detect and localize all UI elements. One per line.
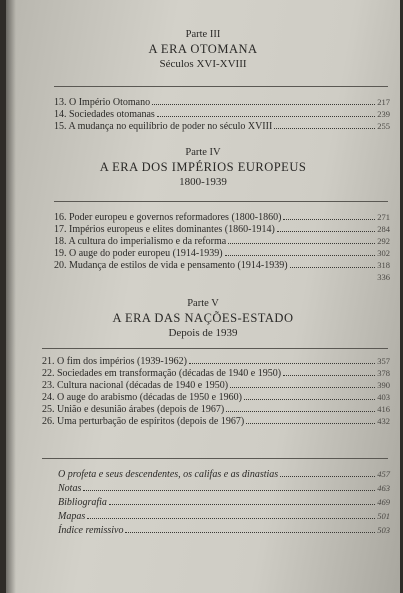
entry-page: 403 [377,392,390,402]
entry-title: 24. O auge do arabismo (décadas de 1950 e 1960) [42,392,242,403]
entry-title: 19. O auge do poder europeu (1914-1939) [54,248,223,259]
toc-entry [54,120,390,133]
toc-entry [42,415,390,428]
entry-page: 284 [377,224,390,234]
entry-page: 501 [377,511,390,521]
entry-page: 503 [377,525,390,535]
entry-page: 416 [377,404,390,414]
divider [42,348,388,349]
divider [54,201,388,202]
entry-title: 23. Cultura nacional (décadas de 1940 e 1950) [42,380,229,391]
part-5-heading [6,297,400,340]
part-label: Parte IV [185,147,221,158]
entry-title: 16. Poder europeu e governos reformadores (1800-1860) [54,212,282,223]
divider [42,458,388,459]
divider [54,86,388,87]
entry-title: 14. Sociedades otomanas [54,109,155,120]
toc-entry [58,468,390,481]
part-title: A ERA DOS IMPÉRIOS EUROPEUS [99,160,307,174]
toc-entry [54,271,390,283]
toc-entry [58,482,390,495]
entry-title: Notas [58,483,82,494]
entry-page: 336 [377,272,390,282]
part-title: A ERA OTOMANA [148,42,258,56]
entry-title: 20. Mudança de estilos de vida e pensamento (1914-1939) [54,260,288,271]
toc-entry [58,524,390,537]
entry-title: Índice remissivo [58,525,124,536]
entry-title: 21. O fim dos impérios (1939-1962) [42,356,187,367]
entry-page: 318 [377,260,390,270]
entry-title: Bibliografia [58,497,107,508]
entry-page: 292 [377,236,390,246]
entry-title: 17. Impérios europeus e elites dominantes (1860-1914) [54,224,275,235]
toc-entry [58,510,390,523]
part-label: Parte V [187,298,219,309]
entry-page: 217 [377,97,390,107]
part-subtitle: Séculos XVI-XVIII [159,58,247,70]
part-3-heading [6,28,400,71]
book-page [6,0,400,593]
entry-page: 457 [377,469,390,479]
entry-page: 255 [377,121,390,131]
entry-title: 22. Sociedades em transformação (décadas de 1940 e 1950) [42,368,282,379]
entry-title: 25. União e desunião árabes (depois de 1967) [42,404,225,415]
entry-page: 239 [377,109,390,119]
entry-page: 378 [377,368,390,378]
part-subtitle: Depois de 1939 [168,327,238,339]
entry-page: 469 [377,497,390,507]
entry-page: 463 [377,483,390,493]
entry-page: 390 [377,380,390,390]
entry-page: 432 [377,416,390,426]
part-title: A ERA DAS NAÇÕES-ESTADO [112,311,294,325]
entry-title: 15. A mudança no equilíbrio de poder no século XVIII [54,121,273,132]
entry-page: 271 [377,212,390,222]
entry-page: 357 [377,356,390,366]
toc-entry [58,496,390,509]
part-subtitle: 1800-1939 [179,176,227,188]
part-4-heading [6,146,400,189]
entry-page: 302 [377,248,390,258]
part-label: Parte III [185,29,221,40]
entry-title: 26. Uma perturbação de espíritos (depois de 1967) [42,416,245,427]
entry-title: 18. A cultura do imperialismo e da reforma [54,236,227,247]
entry-title: 13. O Império Otomano [54,97,151,108]
entry-title: Mapas [58,511,86,522]
entry-title: O profeta e seus descendentes, os califas e as dinastias [58,469,279,480]
